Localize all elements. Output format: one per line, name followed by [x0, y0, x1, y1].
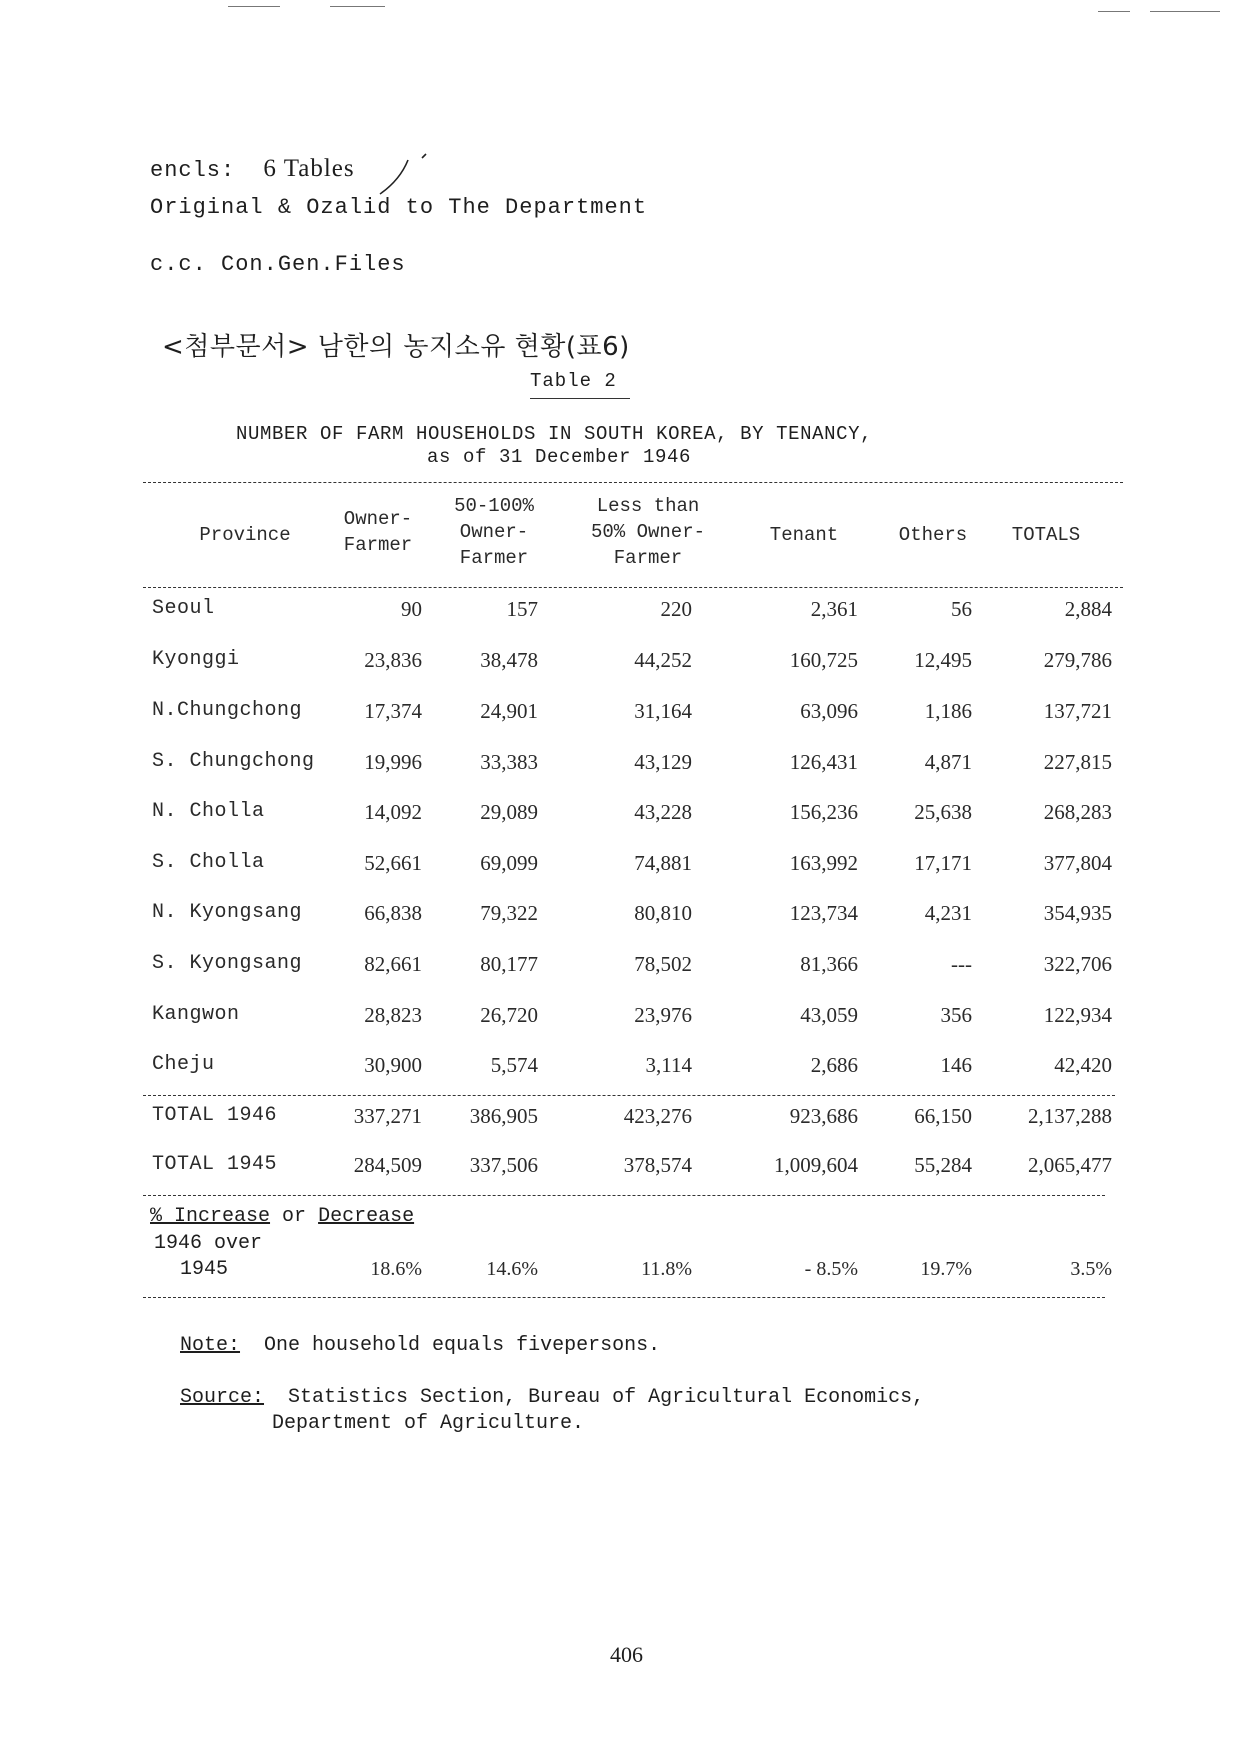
- table-row-cell: 74,881: [634, 851, 692, 875]
- table-row-label: N. Kyongsang: [152, 901, 303, 924]
- total-row-label: TOTAL 1945: [152, 1153, 278, 1176]
- table-row-cell: 163,992: [789, 851, 858, 875]
- table-row-cell: 220: [660, 597, 692, 621]
- scan-mark: [330, 6, 385, 7]
- table-row-cell: 2,361: [810, 597, 858, 621]
- table-title: NUMBER OF FARM HOUSEHOLDS IN SOUTH KOREA, BY TENANCY,: [236, 423, 873, 445]
- change-cell: 14.6%: [486, 1258, 538, 1280]
- rule-top: [143, 482, 1123, 483]
- table-row-cell: 33,383: [480, 750, 538, 774]
- table-row-cell: 78,502: [634, 952, 692, 976]
- table-row-cell: 82,661: [364, 952, 422, 976]
- encls-line: [150, 155, 355, 183]
- note-label: Note:: [180, 1334, 241, 1357]
- table-row-cell: 44,252: [634, 648, 692, 672]
- table-row-cell: 38,478: [480, 648, 538, 672]
- table-row-cell: 3,114: [645, 1053, 692, 1077]
- table-row-cell: ---: [951, 952, 972, 976]
- table-row-cell: 80,177: [480, 952, 538, 976]
- table-row-cell: 79,322: [480, 901, 538, 925]
- header-owner: Owner- Farmer: [343, 508, 413, 556]
- table-row-cell: 43,059: [800, 1003, 858, 1027]
- table-row-cell: 279,786: [1043, 648, 1112, 672]
- total-row-cell: 378,574: [623, 1153, 692, 1177]
- source-label: Source:: [180, 1386, 265, 1409]
- table-row-cell: 56: [951, 597, 972, 621]
- table-label: Table 2: [530, 370, 617, 392]
- total-row-cell: 337,506: [469, 1153, 538, 1177]
- cc-line: c.c. Con.Gen.Files: [150, 252, 406, 277]
- table-row-cell: 43,129: [634, 750, 692, 774]
- table-row-cell: 24,901: [480, 699, 538, 723]
- table-row-cell: 90: [401, 597, 422, 621]
- header-totals: TOTALS: [1011, 524, 1081, 546]
- table-row-label: Cheju: [152, 1053, 215, 1076]
- table-row-label: Kangwon: [152, 1003, 240, 1026]
- total-row-cell: 423,276: [623, 1104, 692, 1128]
- table-row-cell: 52,661: [364, 851, 422, 875]
- table-row-cell: 2,686: [810, 1053, 858, 1077]
- table-row-cell: 123,734: [789, 901, 858, 925]
- table-row-cell: 160,725: [789, 648, 858, 672]
- table-row-cell: 4,871: [924, 750, 972, 774]
- table-row-cell: 156,236: [789, 800, 858, 824]
- korean-heading: <첨부문서> 남한의 농지소유 현황(표6): [162, 332, 630, 362]
- total-row-cell: 2,065,477: [1028, 1153, 1112, 1177]
- total-row-cell: 1,009,604: [774, 1153, 858, 1177]
- handwritten-checkmark: [370, 150, 440, 200]
- table-row-cell: 63,096: [800, 699, 858, 723]
- change-label-increase: % Increase: [150, 1205, 271, 1228]
- table-row-cell: 31,164: [634, 699, 692, 723]
- source-text-line1: Statistics Section, Bureau of Agricultural Economics,: [288, 1386, 925, 1409]
- table-row-cell: 137,721: [1043, 699, 1112, 723]
- encls-value: 6 Tables: [263, 155, 355, 182]
- table-row-cell: 28,823: [364, 1003, 422, 1027]
- table-row-cell: 80,810: [634, 901, 692, 925]
- rule-before-totals: [143, 1095, 1115, 1096]
- table-row-cell: 23,836: [364, 648, 422, 672]
- change-label-line2: 1946 over: [154, 1232, 263, 1255]
- change-label-or: or: [282, 1205, 307, 1228]
- table-row-cell: 19,996: [364, 750, 422, 774]
- rule-bottom: [143, 1297, 1105, 1298]
- table-row-label: S. Cholla: [152, 851, 265, 874]
- table-row-cell: 227,815: [1043, 750, 1112, 774]
- total-row-cell: 337,271: [353, 1104, 422, 1128]
- table-row-cell: 354,935: [1043, 901, 1112, 925]
- rule-header-bottom: [143, 587, 1123, 588]
- header-less50: Less than 50% Owner- Farmer: [590, 495, 706, 569]
- table-row-cell: 322,706: [1043, 952, 1112, 976]
- table-row-label: Kyonggi: [152, 648, 240, 671]
- table-row-cell: 66,838: [364, 901, 422, 925]
- table-label-underline: [530, 398, 630, 399]
- table-row-label: N. Cholla: [152, 800, 265, 823]
- table-row-cell: 356: [940, 1003, 972, 1027]
- source-line1: [180, 1386, 924, 1409]
- table-row-cell: 122,934: [1043, 1003, 1112, 1027]
- table-row-cell: 26,720: [480, 1003, 538, 1027]
- total-row-cell: 923,686: [789, 1104, 858, 1128]
- change-label-line1: [150, 1205, 414, 1228]
- table-row-cell: 30,900: [364, 1053, 422, 1077]
- table-row-cell: 29,089: [480, 800, 538, 824]
- scan-mark: [228, 6, 280, 7]
- note-line: [180, 1334, 660, 1357]
- original-line: Original & Ozalid to The Department: [150, 195, 648, 220]
- change-label-decrease: Decrease: [318, 1205, 415, 1228]
- change-cell: 18.6%: [370, 1258, 422, 1280]
- header-province: Province: [199, 524, 291, 546]
- header-tenant: Tenant: [769, 524, 839, 546]
- table-row-label: S. Kyongsang: [152, 952, 303, 975]
- table-row-cell: 12,495: [914, 648, 972, 672]
- table-row-cell: 5,574: [490, 1053, 538, 1077]
- change-cell: 11.8%: [641, 1258, 692, 1280]
- table-row-cell: 268,283: [1043, 800, 1112, 824]
- total-row-cell: 55,284: [914, 1153, 972, 1177]
- table-row-cell: 157: [506, 597, 538, 621]
- header-owner50: 50-100% Owner- Farmer: [454, 495, 534, 569]
- table-row-cell: 14,092: [364, 800, 422, 824]
- scan-mark: [1098, 11, 1130, 12]
- change-label-line3: 1945: [180, 1258, 229, 1281]
- total-row-cell: 66,150: [914, 1104, 972, 1128]
- table-row-cell: 146: [940, 1053, 972, 1077]
- rule-after-totals: [143, 1195, 1105, 1196]
- table-row-cell: 126,431: [789, 750, 858, 774]
- table-row-label: S. Chungchong: [152, 750, 315, 773]
- table-row-cell: 25,638: [914, 800, 972, 824]
- table-row-cell: 1,186: [924, 699, 972, 723]
- encls-label: encls:: [150, 158, 236, 183]
- change-cell: 19.7%: [920, 1258, 972, 1280]
- table-subtitle: as of 31 December 1946: [427, 446, 692, 468]
- table-row-cell: 17,171: [914, 851, 972, 875]
- table-row-cell: 17,374: [364, 699, 422, 723]
- change-cell: 3.5%: [1070, 1258, 1112, 1280]
- page-number: 406: [610, 1642, 643, 1667]
- table-row-cell: 81,366: [800, 952, 858, 976]
- header-others: Others: [898, 524, 968, 546]
- total-row-cell: 386,905: [469, 1104, 538, 1128]
- scan-mark: [1150, 11, 1220, 12]
- note-text: One household equals fivepersons.: [264, 1334, 661, 1357]
- total-row-label: TOTAL 1946: [152, 1104, 278, 1127]
- table-row-label: Seoul: [152, 597, 215, 620]
- source-text-line2: Department of Agriculture.: [272, 1412, 585, 1435]
- table-row-cell: 4,231: [924, 901, 972, 925]
- table-row-cell: 42,420: [1054, 1053, 1112, 1077]
- total-row-cell: 284,509: [353, 1153, 422, 1177]
- table-row-cell: 43,228: [634, 800, 692, 824]
- total-row-cell: 2,137,288: [1028, 1104, 1112, 1128]
- table-row-cell: 23,976: [634, 1003, 692, 1027]
- table-row-cell: 2,884: [1064, 597, 1112, 621]
- change-cell: - 8.5%: [804, 1258, 858, 1280]
- table-row-cell: 377,804: [1043, 851, 1112, 875]
- table-row-cell: 69,099: [480, 851, 538, 875]
- table-row-label: N.Chungchong: [152, 699, 303, 722]
